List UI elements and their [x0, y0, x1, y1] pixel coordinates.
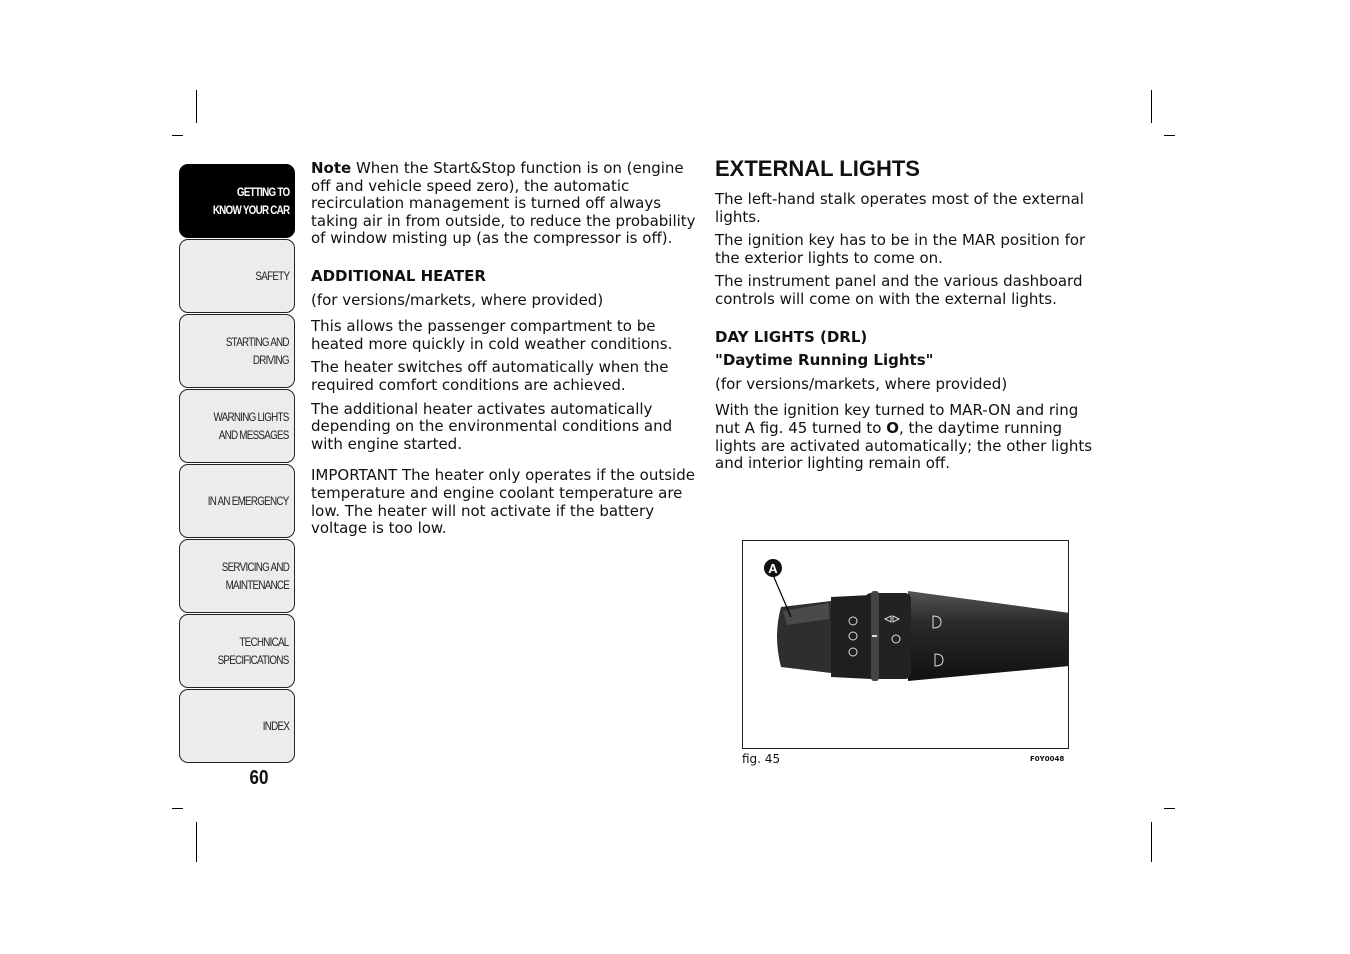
tab-technical-specifications[interactable]: [179, 614, 295, 688]
drl-text: , the daytime running lights are activated automatically; the other lights and interior lighting remain off.: [715, 418, 1093, 473]
tab-label: GETTING TO KNOW YOUR CAR: [212, 185, 289, 217]
crop-mark: [196, 90, 197, 123]
crop-mark: [172, 135, 183, 136]
tab-label: SAFETY: [255, 269, 289, 283]
tab-in-an-emergency[interactable]: [179, 464, 295, 538]
drl-heading: DAY LIGHTS (DRL): [715, 327, 868, 346]
crop-mark: [196, 822, 197, 862]
tab-starting-and-driving[interactable]: [179, 314, 295, 388]
tab-safety[interactable]: [179, 239, 295, 313]
drl-text: With the ignition key turned to MAR-ON and ring nut A fig. 45 turned to: [715, 401, 1079, 437]
heater-heading: ADDITIONAL HEATER: [311, 266, 486, 285]
tab-label: IN AN EMERGENCY: [208, 494, 289, 508]
note-paragraph: [311, 160, 696, 248]
crop-mark: [1164, 808, 1175, 809]
crop-mark: [172, 808, 183, 809]
tab-label: STARTING AND DRIVING: [226, 335, 289, 367]
crop-mark: [1151, 822, 1152, 862]
heater-paragraph: The heater switches off automatically when the required comfort conditions are achieved.: [311, 358, 669, 394]
callout-letter: A: [768, 561, 778, 576]
drl-subtitle: (for versions/markets, where provided): [715, 374, 1008, 393]
heater-paragraph: This allows the passenger compartment to be heated more quickly in cold weather conditions.: [311, 317, 673, 353]
important-note: IMPORTANT The heater only operates if the outside temperature and engine coolant temperature are low. The heater will not activate if the battery voltage is too low.: [311, 466, 695, 538]
drl-subheading: "Daytime Running Lights": [715, 351, 934, 370]
tab-servicing[interactable]: [179, 539, 295, 613]
tab-getting-to-know-your-car[interactable]: [179, 164, 295, 238]
right-column: [715, 156, 1095, 479]
tab-index[interactable]: [179, 689, 295, 763]
section-title: EXTERNAL LIGHTS: [715, 156, 920, 181]
tab-label: INDEX: [262, 719, 289, 733]
lights-paragraph: The ignition key has to be in the MAR position for the exterior lights to come on.: [715, 231, 1086, 267]
lights-paragraph: The left-hand stalk operates most of the external lights.: [715, 190, 1084, 226]
figure-code: F0Y0048: [1030, 755, 1065, 763]
page-number: 60: [249, 767, 269, 789]
left-column: [311, 160, 696, 544]
note-label: Note: [311, 159, 352, 177]
crop-mark: [1164, 135, 1175, 136]
drl-bold-o: O: [886, 418, 899, 437]
heater-subtitle: (for versions/markets, where provided): [311, 290, 604, 309]
light-stalk-illustration: [743, 541, 1069, 749]
note-text: When the Start&Stop function is on (engine off and vehicle speed zero), the automatic recirculation management is turned off always taking air in from outside, to reduce the probability of window misting up (as the compressor is off).: [311, 159, 696, 248]
tab-label: WARNING LIGHTS AND MESSAGES: [213, 410, 289, 442]
tab-label: TECHNICAL SPECIFICATIONS: [218, 635, 289, 667]
heater-paragraph: The additional heater activates automatically depending on the environmental conditions and with engine started.: [311, 399, 673, 453]
lights-paragraph: The instrument panel and the various dashboard controls will come on with the external lights.: [715, 272, 1083, 308]
figure-caption: fig. 45: [742, 752, 781, 766]
tab-label: SERVICING AND MAINTENANCE: [221, 560, 289, 592]
figure-box: [742, 540, 1069, 749]
crop-mark: [1151, 90, 1152, 123]
drl-paragraph: [715, 402, 1095, 472]
tab-warning-lights[interactable]: [179, 389, 295, 463]
